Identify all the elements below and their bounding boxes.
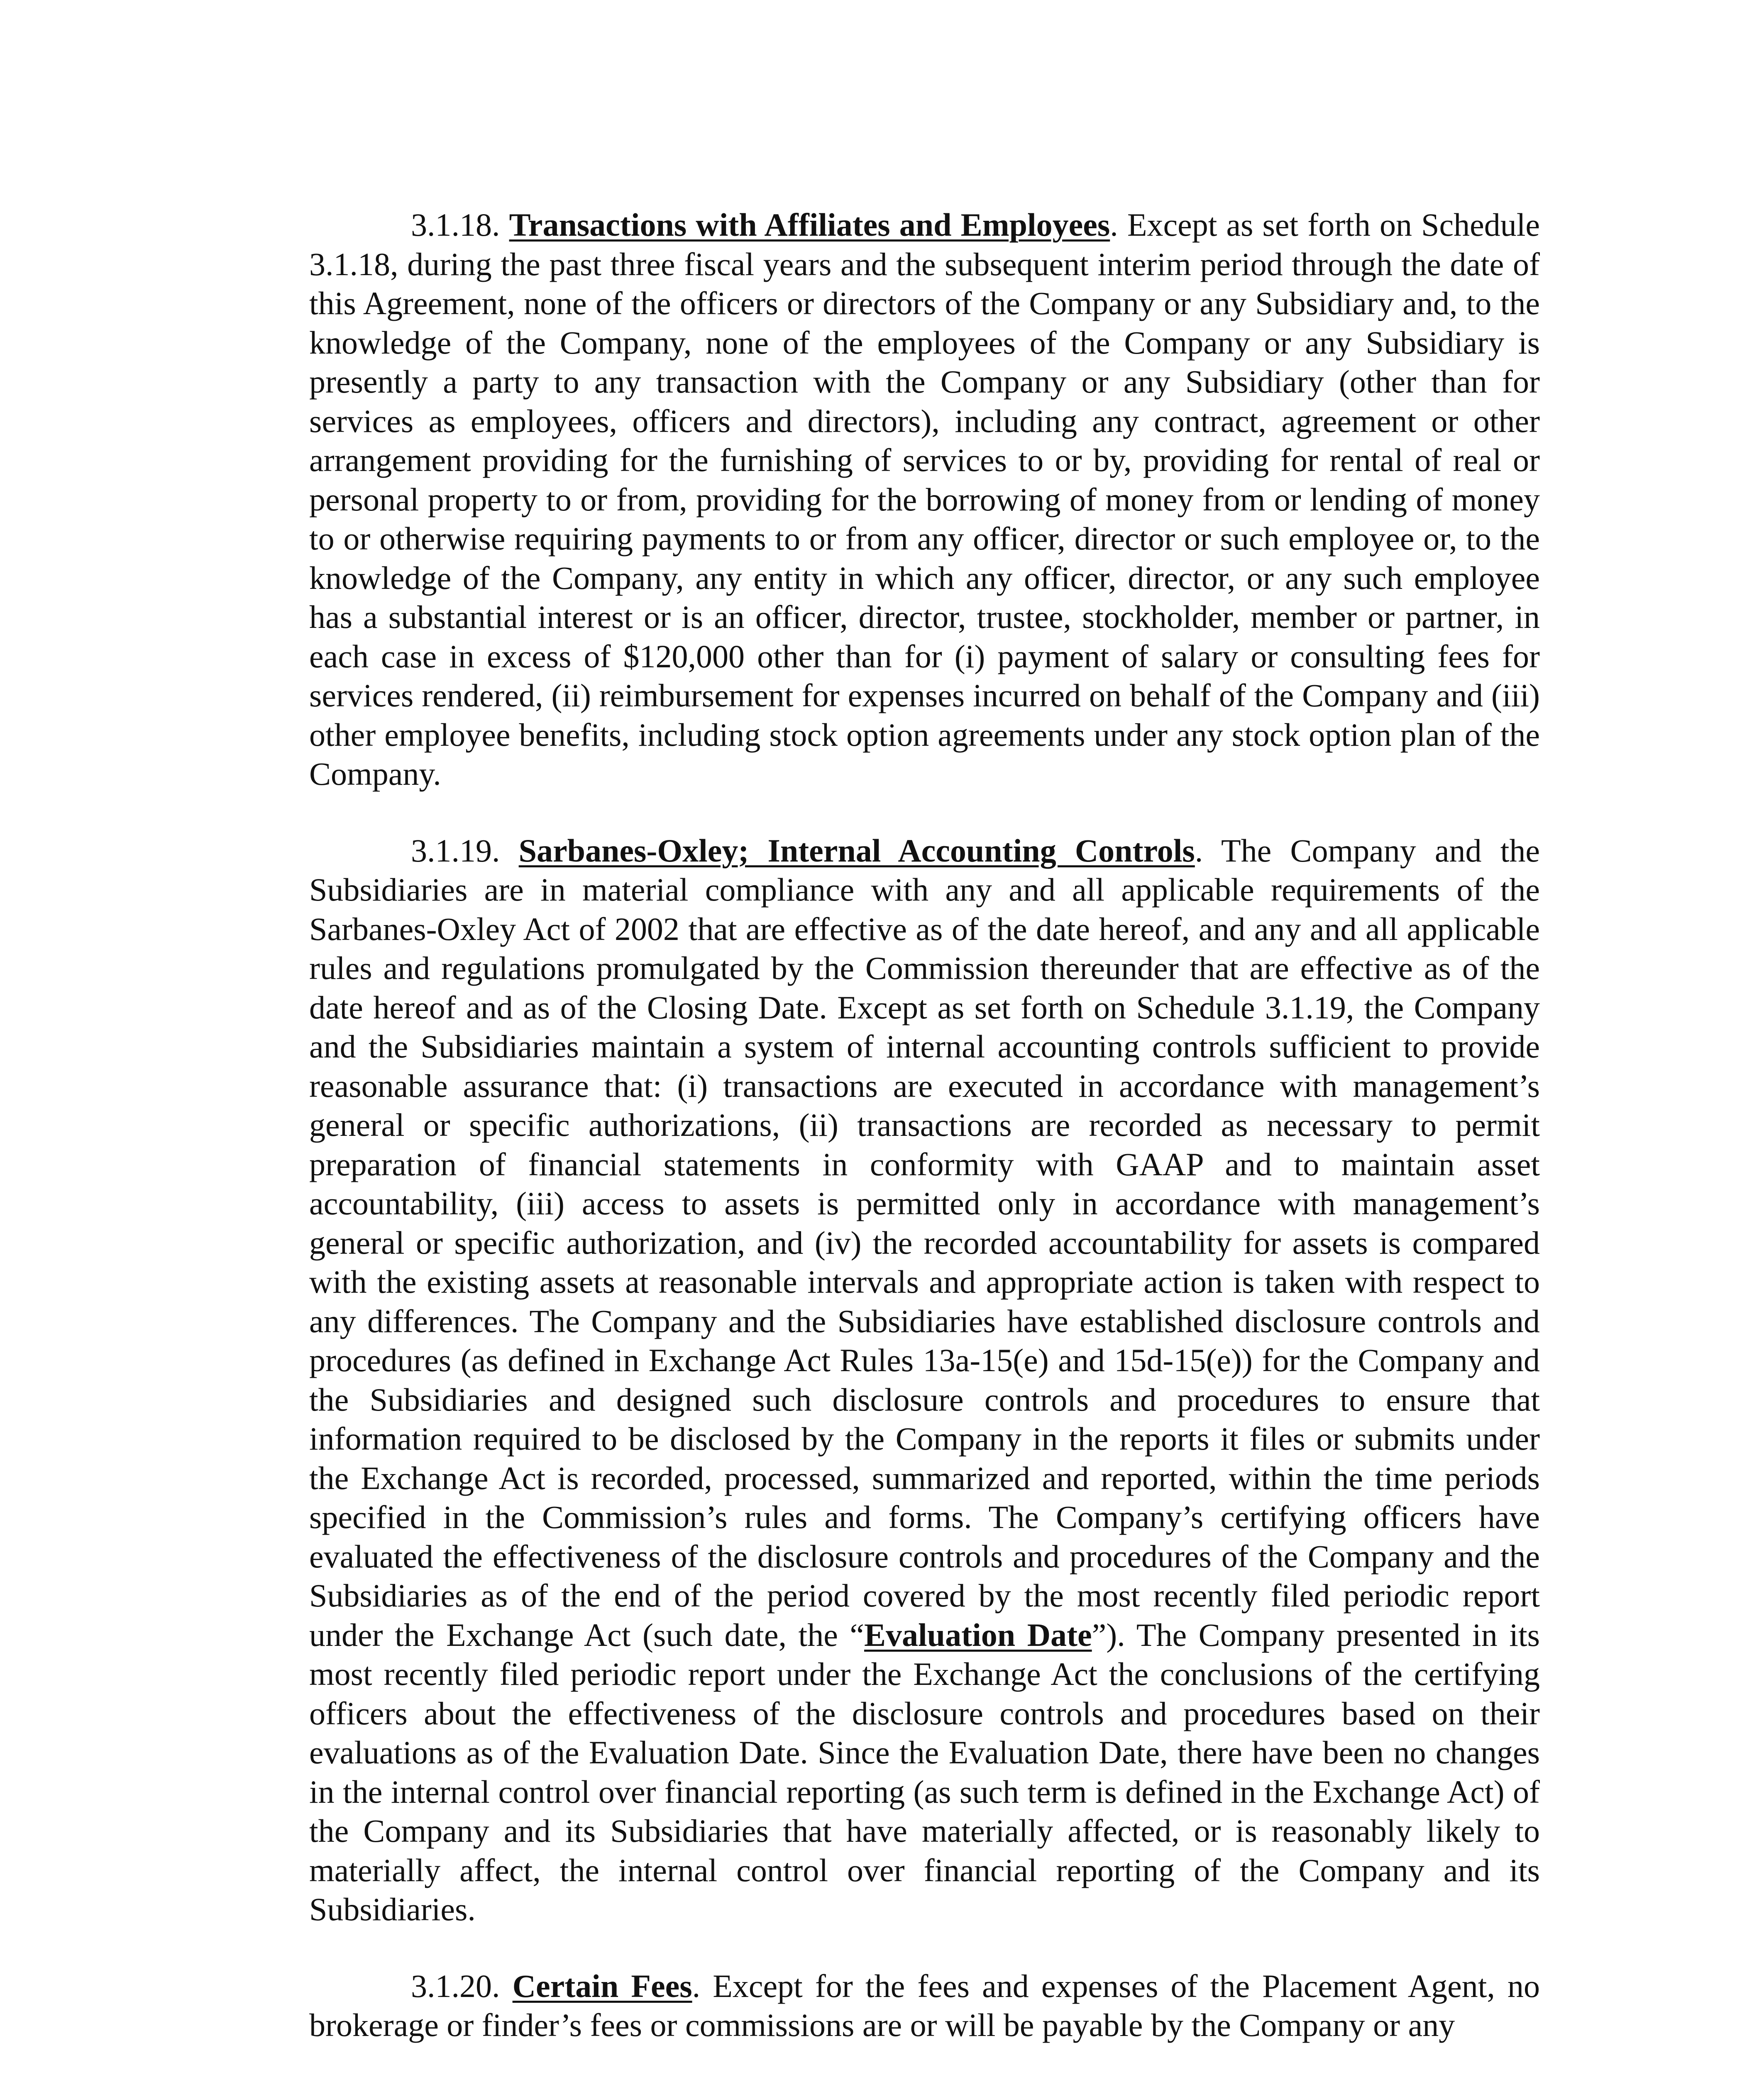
section-body: . Except for the fees and expenses of the Placement Agent, no brokerage or finder’s fees or commissions are or will be payable by the Company or any [309, 1968, 1540, 2043]
section-body: . The Company and the Subsidiaries are in material compliance with any and all applicable requirements of the Sarbanes-Oxley Act of 2002 that are effective as of the date hereof, and any and all applicable rules and regulations promulgated by the Commission thereunder that are effective as of the date hereof and as of the Closing Date. Except as set forth on Schedule 3.1.19, the Company and the Subsidiaries maintain a system of internal accounting controls sufficient to provide reasonable assurance that: (i) transactions are executed in accordance with management’s general or specific authorizations, (ii) transactions are recorded as necessary to permit preparation of financial statements in conformity with GAAP and to maintain asset accountability, (iii) access to assets is permitted only in accordance with management’s general or specific authorization, and (iv) the recorded accountability for assets is compared with the existing assets at reasonable intervals and appropriate action is taken with respect to any differences. The Company and the Subsidiaries have established disclosure controls and procedures (as defined in Exchange Act Rules 13a-15(e) and 15d-15(e)) for the Company and the Subsidiaries and designed such disclosure controls and procedures to ensure that information required to be disclosed by the Company in the reports it files or submits under the Exchange Act is recorded, processed, summarized and reported, within the time periods specified in the Commission’s rules and forms. The Company’s certifying officers have evaluated the effectiveness of the disclosure controls and procedures of the Company and the Subsidiaries as of the end of the period covered by the most recently filed periodic report under the Exchange Act (such date, the “ [309, 832, 1540, 1653]
section-heading: Transactions with Affiliates and Employees [509, 207, 1110, 243]
section-body-continued: ”). The Company presented in its most recently filed periodic report under the Exchange Act the conclusions of the certifying officers about the effectiveness of the disclosure controls and procedures based on their evaluations as of the Evaluation Date. Since the Evaluation Date, there have been no changes in the internal control over financial reporting (as such term is defined in the Exchange Act) of the Company and its Subsidiaries that have materially affected, or is reasonably likely to materially affect, the internal control over financial reporting of the Company and its Subsidiaries. [309, 1616, 1540, 1927]
document-body [309, 205, 1540, 2075]
section-heading: Sarbanes-Oxley; Internal Accounting Controls [518, 832, 1195, 869]
section-heading: Certain Fees [512, 1968, 692, 2004]
section-3-1-20 [309, 1967, 1540, 2045]
section-3-1-18 [309, 205, 1540, 794]
section-body: . Except as set forth on Schedule 3.1.18, during the past three fiscal years and the subsequent interim period through the date of this Agreement, none of the officers or directors of the Company or any Subsidiary and, to the knowledge of the Company, none of the employees of the Company or any Subsidiary is presently a party to any transaction with the Company or any Subsidiary (other than for services as employees, officers and directors), including any contract, agreement or other arrangement providing for the furnishing of services to or by, providing for rental of real or personal property to or from, providing for the borrowing of money from or lending of money to or otherwise requiring payments to or from any officer, director or such employee or, to the knowledge of the Company, any entity in which any officer, director, or any such employee has a substantial interest or is an officer, director, trustee, stockholder, member or partner, in each case in excess of $120,000 other than for (i) payment of salary or consulting fees for services rendered, (ii) reimbursement for expenses incurred on behalf of the Company and (iii) other employee benefits, including stock option agreements under any stock option plan of the Company. [309, 207, 1540, 792]
section-number: 3.1.18. [411, 207, 500, 243]
section-number: 3.1.19. [411, 832, 500, 869]
section-3-1-19 [309, 831, 1540, 1929]
section-number: 3.1.20. [411, 1968, 500, 2004]
defined-term: Evaluation Date [864, 1616, 1092, 1653]
